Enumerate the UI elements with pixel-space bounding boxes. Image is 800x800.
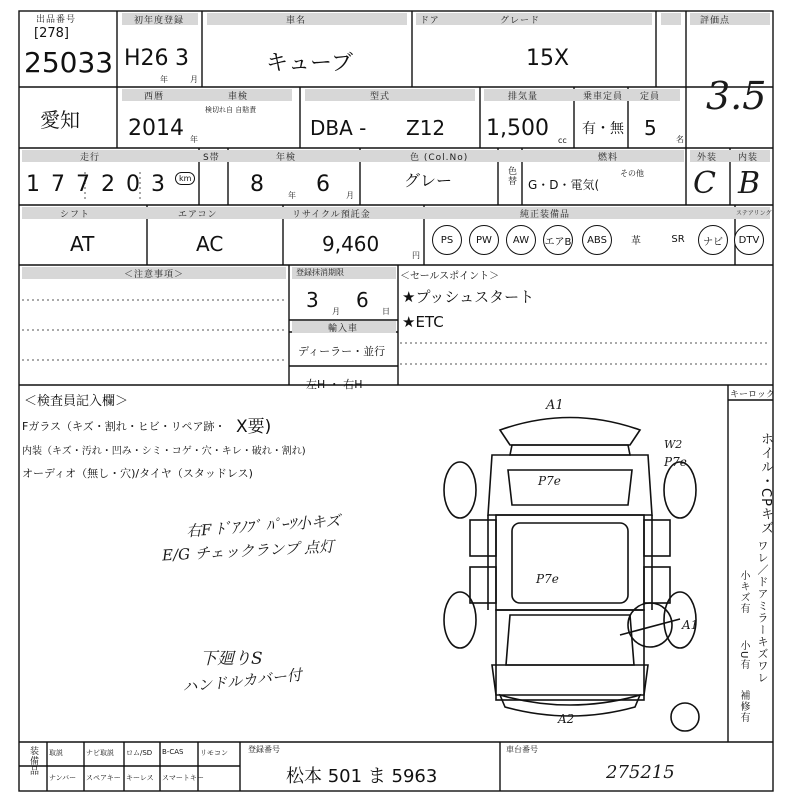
fuel: G・D・電気(	[528, 178, 600, 192]
header-bar	[661, 13, 681, 25]
car-damage-diagram	[430, 395, 730, 740]
notes-label: ＜注意事項＞	[124, 270, 185, 280]
mileage-digits: 177203	[26, 172, 176, 197]
hand-note-4: ハンドルカバー付	[181, 665, 303, 697]
int-label: 内装	[738, 153, 759, 163]
year-unit: 年	[160, 75, 168, 84]
equipment-7: ナビ	[698, 225, 728, 255]
footer-top-2: ロム/SD	[126, 749, 153, 757]
recycle: 9,460	[322, 232, 380, 256]
steering-label: ステアリング	[736, 210, 772, 217]
mark-w2: W2	[664, 438, 683, 451]
shift-label: シフト	[60, 210, 91, 220]
footer-bot-1: スペアキー	[86, 774, 121, 782]
mark-a1-top: A1	[546, 398, 564, 413]
reg-year: 8	[250, 172, 264, 197]
header-bar	[22, 207, 770, 219]
hand-note-2: E/G チェックランプ 点灯	[161, 537, 335, 565]
fixed-label: 定員	[640, 92, 661, 102]
equipment-0: PS	[432, 225, 462, 255]
arrival-day: 6	[356, 288, 369, 312]
equipment-4: ABS	[582, 225, 612, 255]
mark-p7e-right: P7e	[664, 455, 687, 469]
lot-label: 出品番号	[36, 15, 77, 25]
month-unit-3: 月	[346, 191, 354, 200]
grade: 15X	[526, 46, 570, 71]
header-bar	[207, 13, 407, 25]
score: 3.5	[706, 74, 767, 118]
sales-point-2: ★ETC	[402, 313, 444, 331]
footer-equip-head: 装備品	[28, 746, 38, 776]
arrival-month: 3	[306, 288, 319, 312]
color-side: 色替	[506, 166, 516, 186]
model-year: 2014	[128, 116, 184, 141]
year-label: 西暦	[144, 92, 165, 102]
footer-top-4: リモコン	[200, 749, 228, 757]
first-reg-label: 初年度登録	[134, 16, 185, 26]
side-note-4: 小U有	[738, 640, 749, 671]
reg-label: 年検	[276, 153, 297, 163]
shift: AT	[70, 232, 95, 256]
import-label: 輸入車	[328, 324, 359, 334]
displacement-unit: cc	[558, 136, 567, 145]
car-name-label: 車名	[286, 16, 307, 26]
mileage-label: 走行	[80, 153, 101, 163]
equipment-1: PW	[469, 225, 499, 255]
chassis: 275215	[606, 762, 675, 783]
mileage-unit: km	[175, 172, 195, 185]
inspector-line-1-mark: X要)	[236, 417, 272, 437]
person-unit: 名	[676, 135, 684, 144]
seats: 5	[644, 116, 657, 140]
plate: 松本 501 ま 5963	[286, 766, 438, 787]
day-unit: 日	[382, 307, 390, 316]
handle-value: 左H ・ 右H	[306, 378, 363, 391]
hand-note-1: 右F ﾄﾞｱﾉﾌﾞ ﾊﾟｰﾂ小キズ	[185, 511, 342, 541]
first-reg-era: H26	[124, 46, 169, 71]
reg-month: 6	[316, 172, 330, 197]
footer-top-1: ナビ取説	[86, 749, 114, 757]
mark-a1-rear: A1	[682, 618, 699, 632]
hand-note-3: 下廻りS	[200, 649, 263, 669]
footer-bot-3: スマートキー	[162, 774, 204, 782]
ext-grade: C	[693, 166, 716, 201]
inspector-line-1: Fガラス（キズ・割れ・ヒビ・リペア跡・	[22, 420, 226, 433]
ac: AC	[196, 232, 224, 256]
warranty-label: S帯	[203, 153, 220, 163]
displacement-label: 排気量	[508, 92, 539, 102]
import-value: ディーラー・並行	[298, 345, 386, 358]
equip-label: 純正装備品	[520, 210, 571, 220]
side-note-3: 小キズ有	[738, 570, 749, 614]
equipment-8: DTV	[734, 225, 764, 255]
equipment-5: 革	[622, 225, 650, 253]
model-label: 型式	[370, 92, 391, 102]
ac-label: エアコン	[178, 210, 218, 220]
color-label: 色 (Col.No)	[410, 153, 469, 163]
color: グレー	[404, 171, 453, 190]
model-prefix: DBA -	[310, 116, 367, 140]
grade-label: グレード	[500, 16, 541, 26]
chassis-label: 車台番号	[506, 745, 538, 754]
year-unit-2: 年	[190, 135, 198, 144]
first-reg-month: 3	[175, 46, 189, 71]
car-name: キューブ	[266, 51, 353, 76]
inspection-sub: 検切れ自 自賠責	[205, 106, 257, 114]
month-unit: 月	[190, 75, 198, 84]
int-grade: B	[738, 166, 761, 201]
record: 有・無	[582, 121, 624, 137]
model-code: Z12	[406, 116, 446, 140]
seats-label: 乗車定員	[583, 92, 624, 102]
mark-p7e-body: P7e	[536, 572, 559, 586]
side-note-1: ホイル・CPキズ	[758, 432, 773, 535]
fuel-other: その他	[620, 169, 644, 178]
recycle-label: リサイクル預託金	[292, 210, 371, 220]
equipment-6: SR	[664, 225, 692, 253]
inspector-line-2: 内装（キズ・汚れ・凹み・シミ・コゲ・穴・キレ・破れ・割れ)	[22, 446, 306, 457]
header-bar	[22, 150, 684, 162]
side-note-5: 補修有	[738, 690, 749, 723]
sales-point-1: ★プッシュスタート	[402, 288, 535, 306]
plate-label: 登録番号	[248, 745, 280, 754]
inspection-label: 車検	[228, 92, 249, 102]
ext-label: 外装	[697, 153, 718, 163]
sales-label: ＜セールスポイント＞	[400, 271, 500, 282]
month-unit-5: 月	[332, 307, 340, 316]
recycle-unit: 円	[412, 251, 420, 260]
prefecture: 愛知	[40, 108, 80, 132]
year-unit-3: 年	[288, 191, 296, 200]
footer-top-3: B-CAS	[162, 748, 184, 756]
inspector-title: ＜検査員記入欄＞	[24, 394, 129, 409]
footer-top-0: 取説	[49, 749, 63, 757]
side-note-2: ワレ／ドアミラーキズワレ	[756, 540, 769, 684]
inspector-line-3: オーディオ（無し・穴)/タイヤ（スタッドレス)	[22, 467, 253, 480]
footer-bot-2: キーレス	[126, 774, 154, 782]
score-label: 評価点	[700, 16, 731, 26]
lot-sub: [278]	[34, 26, 69, 41]
equipment-3: エアB	[543, 225, 573, 255]
mark-a2: A2	[558, 712, 575, 726]
key-lock-label: キーロック	[730, 390, 775, 400]
lot-number: 25033	[24, 46, 114, 79]
footer-bot-0: ナンバー	[49, 774, 77, 782]
arrival-label: 登録抹消期限	[296, 268, 344, 277]
door-label: ドア	[420, 16, 440, 26]
mark-p7e-roof: P7e	[538, 474, 561, 488]
equipment-2: AW	[506, 225, 536, 255]
fuel-label: 燃料	[598, 153, 619, 163]
displacement: 1,500	[486, 116, 549, 141]
